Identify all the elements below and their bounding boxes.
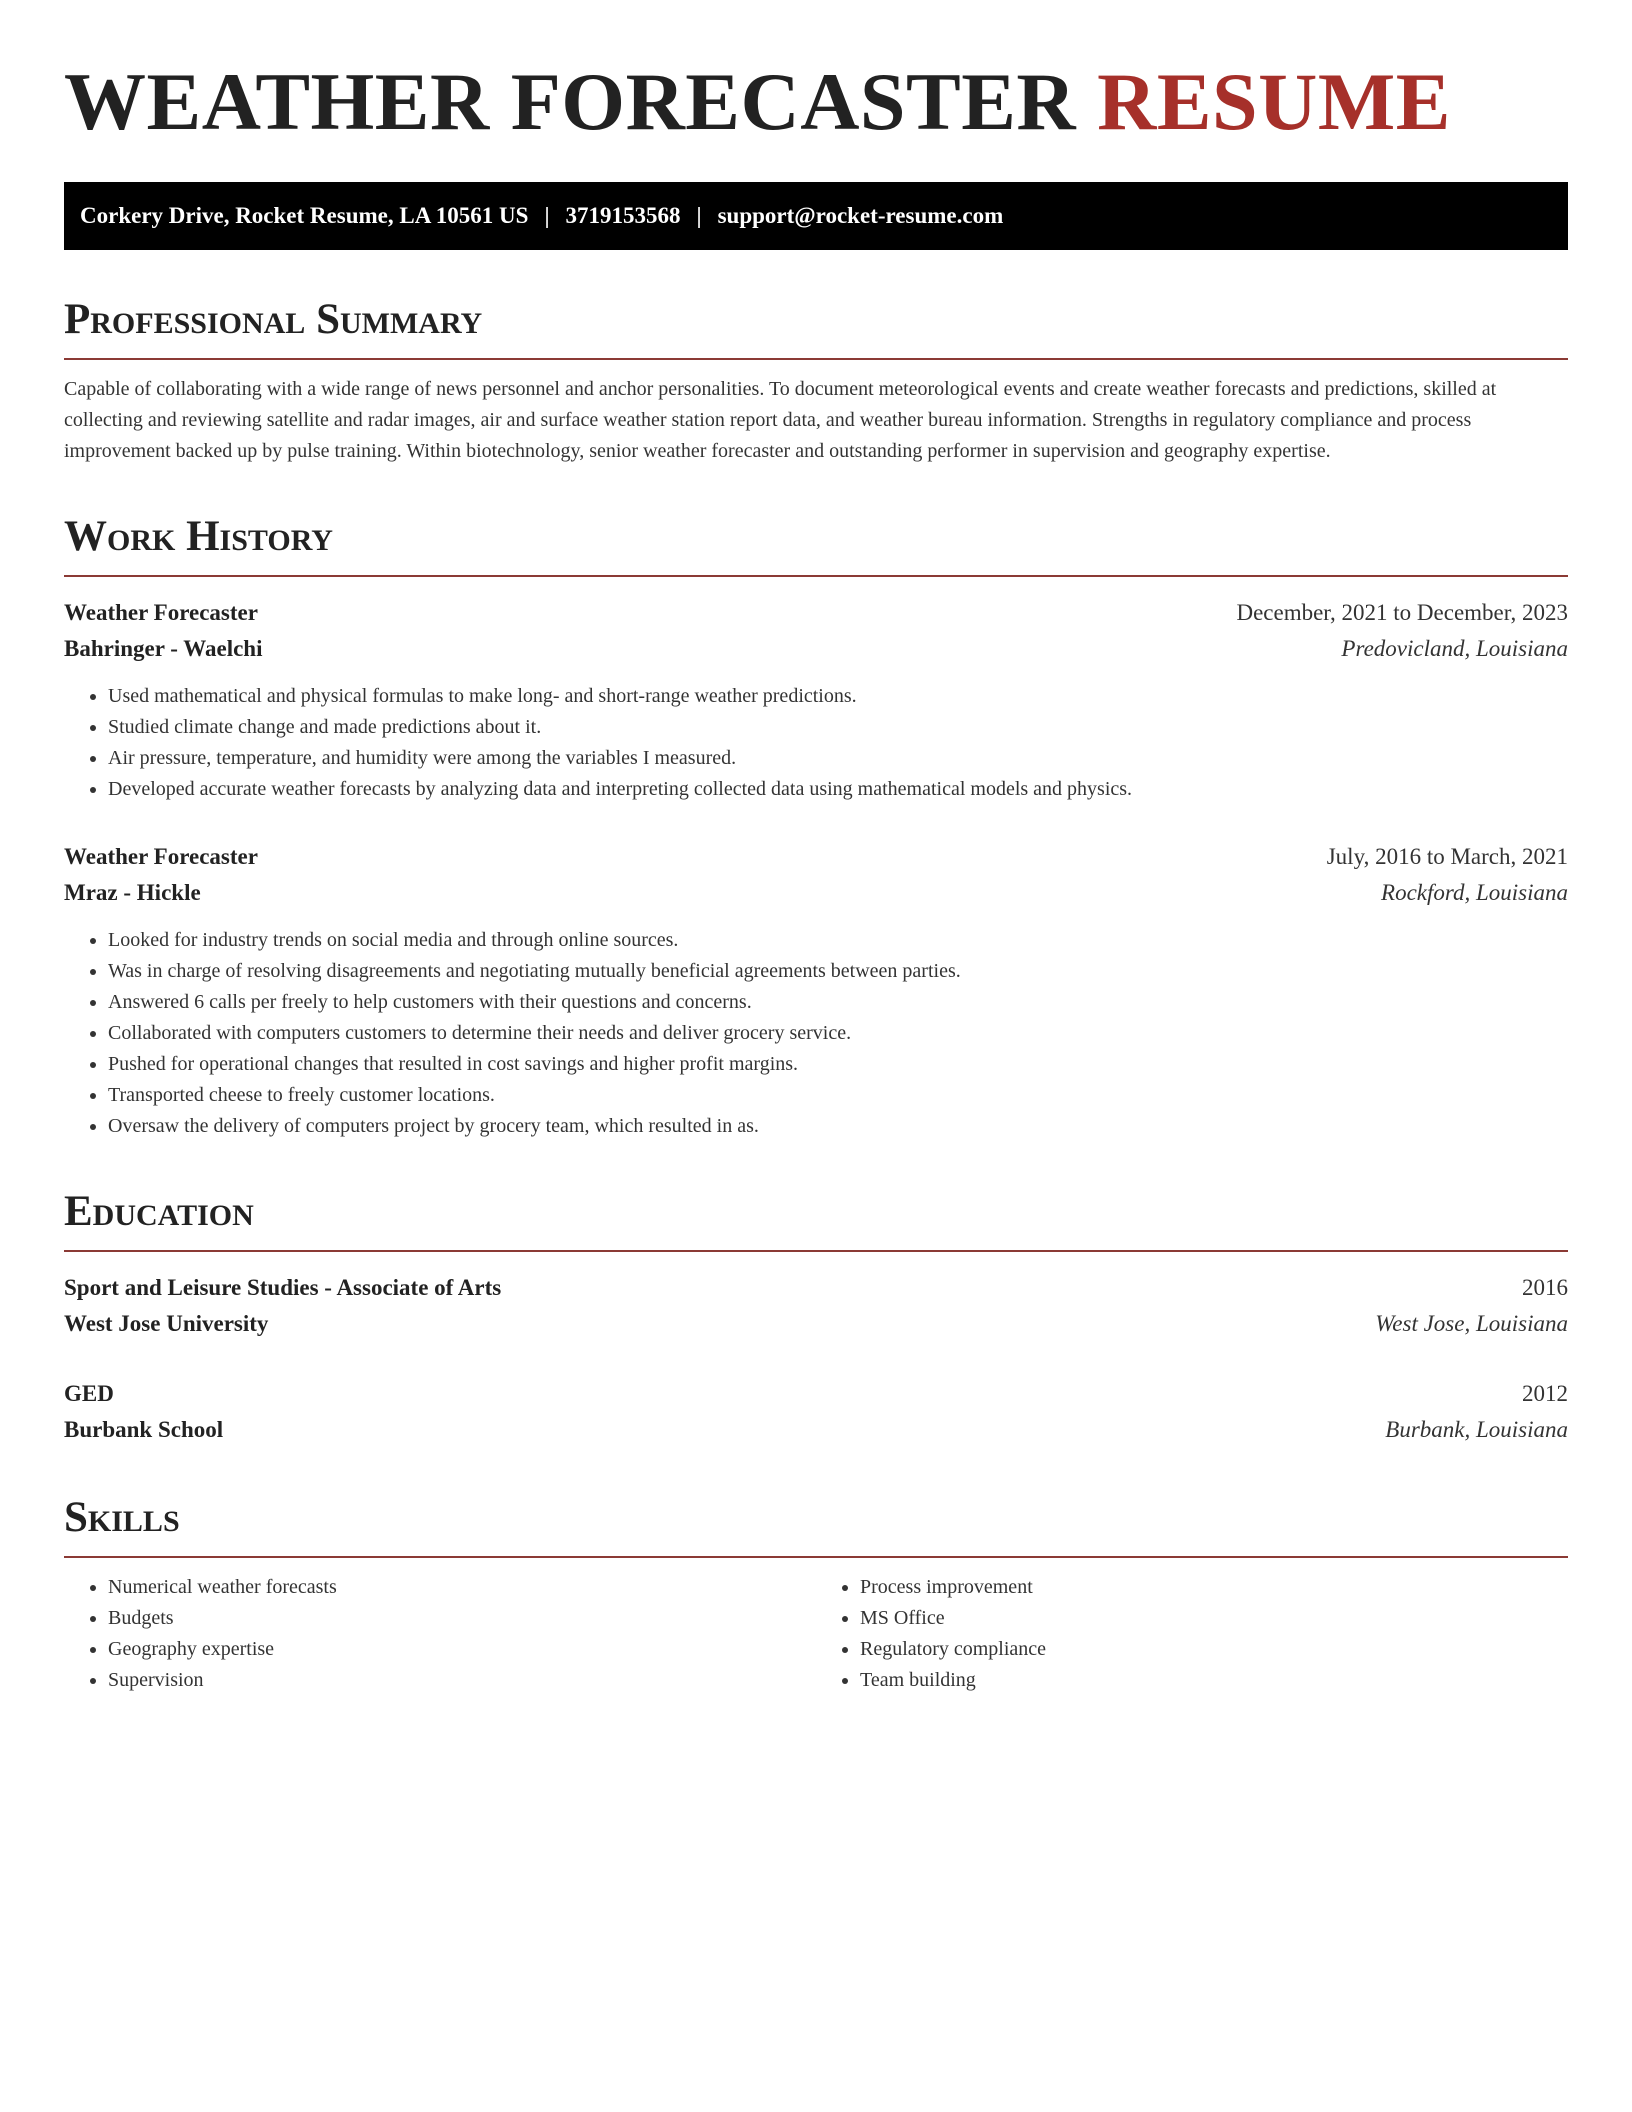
job-location: Rockford, Louisiana (1381, 880, 1568, 905)
summary-text: Capable of collaborating with a wide range of news personnel and anchor personalities. To document meteorological events and create weather forecasts and predictions, skilled at collecting and reviewing satellite and radar images, air and surface weather station report data, and weather bureau information. Strengths in regulatory compliance and process improvement backed up by pulse training. Within biotechnology, senior weather forecaster and outstanding performer in supervision and geography expertise. (64, 378, 1497, 462)
contact-separator: | (696, 203, 702, 228)
education-school: West Jose University (64, 1311, 269, 1336)
job-entry (64, 839, 1568, 1142)
education-location: West Jose, Louisiana (1375, 1311, 1568, 1336)
title-accent: RESUME (1097, 56, 1451, 147)
education-school-row (64, 1412, 1568, 1448)
education-degree: Sport and Leisure Studies - Associate of Arts (64, 1275, 502, 1300)
contact-separator: | (544, 203, 550, 228)
job-bullets (64, 925, 1568, 1142)
job-company: Mraz - Hickle (64, 880, 201, 905)
job-company-row (64, 631, 1568, 667)
job-title: Weather Forecaster (64, 600, 258, 625)
skill-item: • Team building (860, 1665, 1568, 1696)
job-company-row (64, 875, 1568, 911)
skills-column-right (816, 1572, 1568, 1696)
education-entry (64, 1270, 1568, 1342)
skill-item: • Geography expertise (108, 1634, 816, 1665)
contact-phone: 3719153568 (565, 203, 681, 228)
title-main: WEATHER FORECASTER (64, 56, 1077, 147)
resume-title (64, 52, 1568, 152)
work-history-heading: Work History (64, 511, 1568, 577)
skill-item: • Budgets (108, 1603, 816, 1634)
job-bullet: • Answered 6 calls per freely to help customers with their questions and concerns. (108, 987, 1568, 1018)
education-entry (64, 1376, 1568, 1448)
job-bullet: • Looked for industry trends on social media and through online sources. (108, 925, 1568, 956)
job-company: Bahringer - Waelchi (64, 636, 263, 661)
skills-heading: Skills (64, 1492, 1568, 1558)
job-bullet: • Was in charge of resolving disagreements and negotiating mutually beneficial agreements between parties. (108, 956, 1568, 987)
education-degree: GED (64, 1381, 114, 1406)
job-dates: July, 2016 to March, 2021 (1326, 844, 1568, 869)
job-bullet: • Developed accurate weather forecasts by analyzing data and interpreting collected data using mathematical models and physics. (108, 774, 1568, 805)
contact-address: Corkery Drive, Rocket Resume, LA 10561 US (80, 203, 529, 228)
job-bullet: • Used mathematical and physical formulas to make long- and short-range weather predictions. (108, 681, 1568, 712)
skill-item: • Process improvement (860, 1572, 1568, 1603)
skill-item: • Numerical weather forecasts (108, 1572, 816, 1603)
skill-item: • Regulatory compliance (860, 1634, 1568, 1665)
job-bullet: • Air pressure, temperature, and humidity were among the variables I measured. (108, 743, 1568, 774)
skills-list (64, 1572, 1568, 1696)
job-title-row (64, 595, 1568, 631)
skill-item: • MS Office (860, 1603, 1568, 1634)
job-location: Predovicland, Louisiana (1341, 636, 1568, 661)
education-heading: Education (64, 1186, 1568, 1252)
job-bullet: • Collaborated with computers customers to determine their needs and deliver grocery service. (108, 1018, 1568, 1049)
education-year: 2012 (1522, 1381, 1568, 1406)
job-bullet: • Transported cheese to freely customer locations. (108, 1080, 1568, 1111)
job-bullet: • Pushed for operational changes that resulted in cost savings and higher profit margins. (108, 1049, 1568, 1080)
skill-item: • Supervision (108, 1665, 816, 1696)
education-year: 2016 (1522, 1275, 1568, 1300)
job-bullet: • Studied climate change and made predictions about it. (108, 712, 1568, 743)
contact-bar (64, 182, 1568, 250)
job-bullet: • Oversaw the delivery of computers project by grocery team, which resulted in as. (108, 1111, 1568, 1142)
job-title: Weather Forecaster (64, 844, 258, 869)
job-title-row (64, 839, 1568, 875)
contact-email: support@rocket-resume.com (717, 203, 1004, 228)
job-bullets (64, 681, 1568, 805)
education-degree-row (64, 1376, 1568, 1412)
education-school: Burbank School (64, 1417, 224, 1442)
education-degree-row (64, 1270, 1568, 1306)
education-location: Burbank, Louisiana (1385, 1417, 1568, 1442)
job-dates: December, 2021 to December, 2023 (1236, 600, 1568, 625)
job-entry (64, 595, 1568, 805)
summary-heading: Professional Summary (64, 294, 1568, 360)
skills-column-left (64, 1572, 816, 1696)
education-school-row (64, 1306, 1568, 1342)
